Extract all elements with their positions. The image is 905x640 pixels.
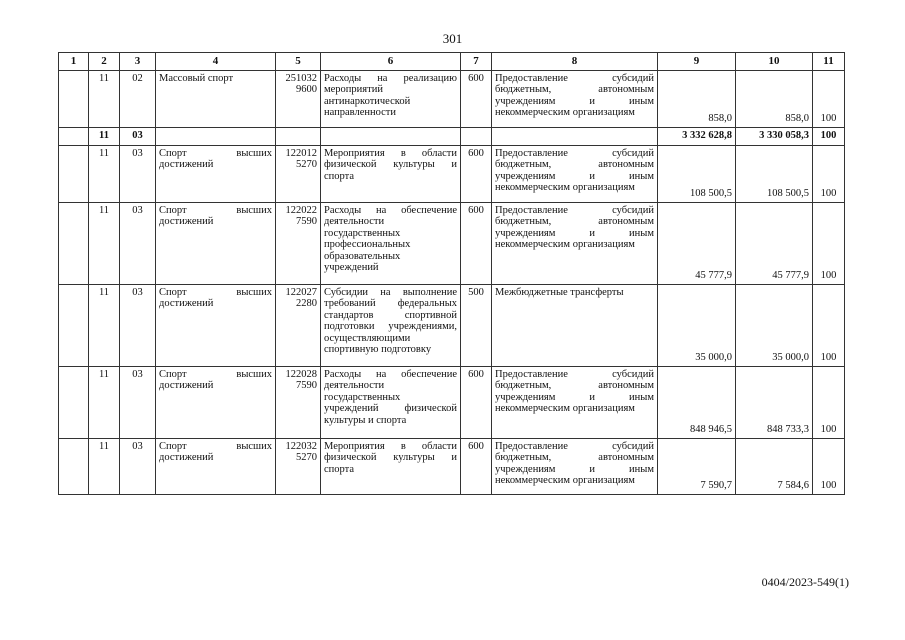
col-header: 4	[156, 53, 276, 71]
cell-expense-type: 600	[461, 70, 492, 127]
table-row	[59, 366, 845, 438]
table-row	[59, 145, 845, 202]
col-header: 8	[492, 53, 658, 71]
cell-executed: 858,0	[736, 70, 813, 127]
cell-planned: 7 590,7	[658, 438, 736, 494]
table-row	[59, 202, 845, 284]
col-header: 10	[736, 53, 813, 71]
cell-percent: 100	[813, 145, 845, 202]
col-header: 5	[276, 53, 321, 71]
cell-expense-type: 600	[461, 366, 492, 438]
cell-planned: 848 946,5	[658, 366, 736, 438]
cell-subsection-name	[156, 127, 276, 145]
cell-section: 11	[89, 284, 120, 366]
col-header: 6	[321, 53, 461, 71]
col-header: 1	[59, 53, 89, 71]
cell-percent: 100	[813, 284, 845, 366]
cell-target-code	[276, 127, 321, 145]
cell-planned: 3 332 628,8	[658, 127, 736, 145]
cell-col1	[59, 438, 89, 494]
cell-planned: 45 777,9	[658, 202, 736, 284]
cell-col1	[59, 284, 89, 366]
col-header: 3	[120, 53, 156, 71]
cell-planned: 108 500,5	[658, 145, 736, 202]
col-header: 11	[813, 53, 845, 71]
cell-subsection: 03	[120, 127, 156, 145]
cell-percent: 100	[813, 70, 845, 127]
col-header: 7	[461, 53, 492, 71]
table-row	[59, 284, 845, 366]
cell-subsection: 02	[120, 70, 156, 127]
cell-expense-name: Предоставление субсидий бюджетным, автономным учреждениям и иным некоммерческим организациям	[492, 70, 658, 127]
cell-expense-name: Предоставление субсидий бюджетным, автономным учреждениям и иным некоммерческим организациям	[492, 366, 658, 438]
cell-target-code: 122022 7590	[276, 202, 321, 284]
cell-subsection-name: Спорт высших достижений	[156, 366, 276, 438]
cell-target-code: 251032 9600	[276, 70, 321, 127]
document-code: 0404/2023-549(1)	[761, 575, 849, 589]
col-header: 2	[89, 53, 120, 71]
cell-target-name: Мероприятия в области физической культуры и спорта	[321, 145, 461, 202]
cell-planned: 35 000,0	[658, 284, 736, 366]
cell-target-name: Субсидии на выполнение требований федеральных стандартов спортивной подготовки учреждениями, осуществляющими спортивную подготовку	[321, 284, 461, 366]
cell-target-name: Мероприятия в области физической культуры и спорта	[321, 438, 461, 494]
table-row-total	[59, 127, 845, 145]
cell-expense-name: Межбюджетные трансферты	[492, 284, 658, 366]
cell-percent: 100	[813, 438, 845, 494]
cell-executed: 35 000,0	[736, 284, 813, 366]
cell-target-name: Расходы на обеспечение деятельности государственных учреждений физической культуры и спорта	[321, 366, 461, 438]
cell-subsection-name: Массовый спорт	[156, 70, 276, 127]
cell-expense-type: 600	[461, 145, 492, 202]
header-row	[59, 53, 845, 71]
cell-planned: 858,0	[658, 70, 736, 127]
cell-col1	[59, 366, 89, 438]
cell-section: 11	[89, 70, 120, 127]
cell-target-code: 122027 2280	[276, 284, 321, 366]
cell-subsection-name: Спорт высших достижений	[156, 145, 276, 202]
cell-percent: 100	[813, 127, 845, 145]
cell-subsection: 03	[120, 366, 156, 438]
budget-table	[58, 52, 845, 495]
cell-expense-name: Предоставление субсидий бюджетным, автономным учреждениям и иным некоммерческим организациям	[492, 438, 658, 494]
cell-executed: 108 500,5	[736, 145, 813, 202]
cell-col1	[59, 145, 89, 202]
cell-expense-name: Предоставление субсидий бюджетным, автономным учреждениям и иным некоммерческим организациям	[492, 145, 658, 202]
table-row	[59, 438, 845, 494]
cell-subsection: 03	[120, 438, 156, 494]
cell-subsection: 03	[120, 284, 156, 366]
cell-target-name: Расходы на обеспечение деятельности государственных профессиональных образовательных учреждений	[321, 202, 461, 284]
table-row	[59, 70, 845, 127]
cell-target-code: 122012 5270	[276, 145, 321, 202]
cell-target-code: 122028 7590	[276, 366, 321, 438]
cell-expense-name	[492, 127, 658, 145]
cell-expense-type: 600	[461, 202, 492, 284]
cell-section: 11	[89, 366, 120, 438]
page-number: 301	[442, 31, 463, 46]
cell-expense-type: 500	[461, 284, 492, 366]
cell-section: 11	[89, 145, 120, 202]
cell-target-name	[321, 127, 461, 145]
cell-subsection-name: Спорт высших достижений	[156, 284, 276, 366]
cell-executed: 848 733,3	[736, 366, 813, 438]
cell-subsection: 03	[120, 202, 156, 284]
cell-section: 11	[89, 438, 120, 494]
cell-expense-name: Предоставление субсидий бюджетным, автономным учреждениям и иным некоммерческим организациям	[492, 202, 658, 284]
cell-col1	[59, 70, 89, 127]
cell-subsection: 03	[120, 145, 156, 202]
cell-target-name: Расходы на реализацию мероприятий антинаркотической направленности	[321, 70, 461, 127]
cell-section: 11	[89, 202, 120, 284]
cell-subsection-name: Спорт высших достижений	[156, 438, 276, 494]
cell-executed: 7 584,6	[736, 438, 813, 494]
cell-section: 11	[89, 127, 120, 145]
cell-subsection-name: Спорт высших достижений	[156, 202, 276, 284]
cell-col1	[59, 202, 89, 284]
col-header: 9	[658, 53, 736, 71]
cell-col1	[59, 127, 89, 145]
cell-percent: 100	[813, 366, 845, 438]
cell-expense-type	[461, 127, 492, 145]
cell-target-code: 122032 5270	[276, 438, 321, 494]
cell-percent: 100	[813, 202, 845, 284]
cell-executed: 3 330 058,3	[736, 127, 813, 145]
cell-expense-type: 600	[461, 438, 492, 494]
cell-executed: 45 777,9	[736, 202, 813, 284]
